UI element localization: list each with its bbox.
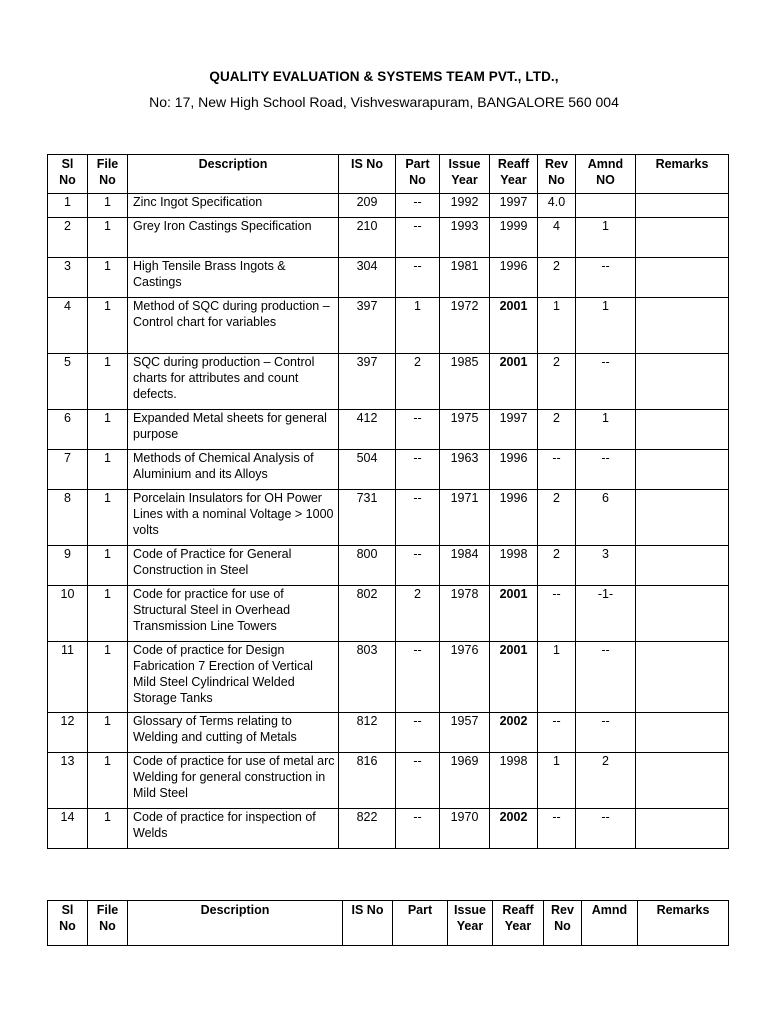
rev-no-cell: -- bbox=[538, 713, 576, 753]
sl-no-cell: 8 bbox=[48, 490, 88, 546]
description-cell: Code of Practice for General Construction in Steel bbox=[128, 546, 339, 586]
rev-no-cell: 2 bbox=[538, 546, 576, 586]
rev-no-cell: 2 bbox=[538, 258, 576, 298]
column-header-part: Part bbox=[393, 901, 448, 946]
rev-no-cell: -- bbox=[538, 586, 576, 642]
table-row bbox=[48, 642, 729, 713]
amnd-no-cell: -- bbox=[576, 642, 636, 713]
is-no-cell: 731 bbox=[339, 490, 396, 546]
table-header-row bbox=[48, 155, 729, 194]
is-no-cell: 504 bbox=[339, 450, 396, 490]
part-no-cell: -- bbox=[396, 490, 440, 546]
sl-no-cell: 13 bbox=[48, 753, 88, 809]
table-row bbox=[48, 258, 729, 298]
issue-year-cell: 1971 bbox=[440, 490, 490, 546]
issue-year-cell: 1993 bbox=[440, 218, 490, 258]
file-no-cell: 1 bbox=[88, 490, 128, 546]
reaff-year-cell: 1996 bbox=[490, 450, 538, 490]
part-no-cell: -- bbox=[396, 642, 440, 713]
remarks-cell bbox=[636, 410, 729, 450]
description-cell: Code of practice for use of metal arc Welding for general construction in Mild Steel bbox=[128, 753, 339, 809]
is-no-cell: 822 bbox=[339, 809, 396, 849]
issue-year-cell: 1969 bbox=[440, 753, 490, 809]
is-no-cell: 397 bbox=[339, 298, 396, 354]
file-no-cell: 1 bbox=[88, 546, 128, 586]
reaff-year-cell: 1998 bbox=[490, 753, 538, 809]
issue-year-cell: 1976 bbox=[440, 642, 490, 713]
standards-table bbox=[47, 154, 729, 849]
issue-year-cell: 1981 bbox=[440, 258, 490, 298]
file-no-cell: 1 bbox=[88, 410, 128, 450]
part-no-cell: -- bbox=[396, 546, 440, 586]
column-header-sl-no: Sl No bbox=[48, 901, 88, 946]
description-cell: Expanded Metal sheets for general purpose bbox=[128, 410, 339, 450]
company-address: No: 17, New High School Road, Vishveswarapuram, BANGALORE 560 004 bbox=[149, 94, 619, 110]
rev-no-cell: 2 bbox=[538, 490, 576, 546]
issue-year-cell: 1970 bbox=[440, 809, 490, 849]
file-no-cell: 1 bbox=[88, 218, 128, 258]
table-row bbox=[48, 546, 729, 586]
remarks-cell bbox=[636, 354, 729, 410]
part-no-cell: -- bbox=[396, 753, 440, 809]
description-cell: SQC during production – Control charts for attributes and count defects. bbox=[128, 354, 339, 410]
rev-no-cell: 2 bbox=[538, 354, 576, 410]
sl-no-cell: 9 bbox=[48, 546, 88, 586]
amnd-no-cell: -- bbox=[576, 809, 636, 849]
reaff-year-cell: 2001 bbox=[490, 298, 538, 354]
amnd-no-cell bbox=[576, 194, 636, 218]
sl-no-cell: 11 bbox=[48, 642, 88, 713]
sl-no-cell: 14 bbox=[48, 809, 88, 849]
issue-year-cell: 1963 bbox=[440, 450, 490, 490]
part-no-cell: 2 bbox=[396, 354, 440, 410]
sl-no-cell: 1 bbox=[48, 194, 88, 218]
description-cell: Porcelain Insulators for OH Power Lines with a nominal Voltage > 1000 volts bbox=[128, 490, 339, 546]
reaff-year-cell: 1996 bbox=[490, 258, 538, 298]
rev-no-cell: 4.0 bbox=[538, 194, 576, 218]
rev-no-cell: 2 bbox=[538, 410, 576, 450]
description-cell: High Tensile Brass Ingots & Castings bbox=[128, 258, 339, 298]
table-row bbox=[48, 354, 729, 410]
remarks-cell bbox=[636, 809, 729, 849]
rev-no-cell: -- bbox=[538, 450, 576, 490]
column-header-part-no: Part No bbox=[396, 155, 440, 194]
part-no-cell: -- bbox=[396, 194, 440, 218]
table-row bbox=[48, 194, 729, 218]
reaff-year-cell: 2001 bbox=[490, 586, 538, 642]
amnd-no-cell: -- bbox=[576, 450, 636, 490]
rev-no-cell: 1 bbox=[538, 298, 576, 354]
remarks-cell bbox=[636, 194, 729, 218]
part-no-cell: -- bbox=[396, 809, 440, 849]
description-cell: Zinc Ingot Specification bbox=[128, 194, 339, 218]
amnd-no-cell: -- bbox=[576, 258, 636, 298]
column-header-amnd-no: Amnd NO bbox=[576, 155, 636, 194]
part-no-cell: 1 bbox=[396, 298, 440, 354]
is-no-cell: 209 bbox=[339, 194, 396, 218]
is-no-cell: 397 bbox=[339, 354, 396, 410]
is-no-cell: 802 bbox=[339, 586, 396, 642]
column-header-rev-no: Rev No bbox=[538, 155, 576, 194]
sl-no-cell: 10 bbox=[48, 586, 88, 642]
amnd-no-cell: 3 bbox=[576, 546, 636, 586]
amnd-no-cell: -- bbox=[576, 354, 636, 410]
remarks-cell bbox=[636, 586, 729, 642]
remarks-cell bbox=[636, 546, 729, 586]
table-row bbox=[48, 586, 729, 642]
table-row bbox=[48, 218, 729, 258]
amnd-no-cell: 1 bbox=[576, 218, 636, 258]
description-cell: Grey Iron Castings Specification bbox=[128, 218, 339, 258]
amnd-no-cell: -1- bbox=[576, 586, 636, 642]
sl-no-cell: 3 bbox=[48, 258, 88, 298]
amnd-no-cell: 6 bbox=[576, 490, 636, 546]
issue-year-cell: 1992 bbox=[440, 194, 490, 218]
sl-no-cell: 4 bbox=[48, 298, 88, 354]
description-cell: Method of SQC during production – Control chart for variables bbox=[128, 298, 339, 354]
file-no-cell: 1 bbox=[88, 809, 128, 849]
issue-year-cell: 1984 bbox=[440, 546, 490, 586]
rev-no-cell: 1 bbox=[538, 753, 576, 809]
column-header-file-no: File No bbox=[88, 901, 128, 946]
issue-year-cell: 1985 bbox=[440, 354, 490, 410]
column-header-sl-no: Sl No bbox=[48, 155, 88, 194]
table-row bbox=[48, 298, 729, 354]
reaff-year-cell: 1997 bbox=[490, 410, 538, 450]
remarks-cell bbox=[636, 218, 729, 258]
standards-table-continued bbox=[47, 900, 729, 946]
table-header-row bbox=[48, 901, 729, 946]
column-header-description: Description bbox=[128, 155, 339, 194]
column-header-is-no: IS No bbox=[343, 901, 393, 946]
part-no-cell: -- bbox=[396, 713, 440, 753]
sl-no-cell: 5 bbox=[48, 354, 88, 410]
column-header-issue-year: Issue Year bbox=[440, 155, 490, 194]
amnd-no-cell: -- bbox=[576, 713, 636, 753]
description-cell: Code of practice for Design Fabrication 7 Erection of Vertical Mild Steel Cylindrical Welded Storage Tanks bbox=[128, 642, 339, 713]
file-no-cell: 1 bbox=[88, 642, 128, 713]
rev-no-cell: -- bbox=[538, 809, 576, 849]
table-row bbox=[48, 410, 729, 450]
sl-no-cell: 2 bbox=[48, 218, 88, 258]
description-cell: Code for practice for use of Structural Steel in Overhead Transmission Line Towers bbox=[128, 586, 339, 642]
column-header-issue-year: Issue Year bbox=[448, 901, 493, 946]
file-no-cell: 1 bbox=[88, 354, 128, 410]
reaff-year-cell: 1996 bbox=[490, 490, 538, 546]
file-no-cell: 1 bbox=[88, 258, 128, 298]
description-cell: Glossary of Terms relating to Welding and cutting of Metals bbox=[128, 713, 339, 753]
reaff-year-cell: 1997 bbox=[490, 194, 538, 218]
table-row bbox=[48, 713, 729, 753]
is-no-cell: 412 bbox=[339, 410, 396, 450]
reaff-year-cell: 1998 bbox=[490, 546, 538, 586]
reaff-year-cell: 2001 bbox=[490, 642, 538, 713]
column-header-file-no: File No bbox=[88, 155, 128, 194]
is-no-cell: 816 bbox=[339, 753, 396, 809]
file-no-cell: 1 bbox=[88, 753, 128, 809]
remarks-cell bbox=[636, 258, 729, 298]
is-no-cell: 210 bbox=[339, 218, 396, 258]
remarks-cell bbox=[636, 642, 729, 713]
is-no-cell: 812 bbox=[339, 713, 396, 753]
column-header-remarks: Remarks bbox=[638, 901, 729, 946]
company-title: QUALITY EVALUATION & SYSTEMS TEAM PVT., LTD., bbox=[209, 69, 559, 84]
sl-no-cell: 12 bbox=[48, 713, 88, 753]
amnd-no-cell: 1 bbox=[576, 298, 636, 354]
file-no-cell: 1 bbox=[88, 586, 128, 642]
is-no-cell: 800 bbox=[339, 546, 396, 586]
file-no-cell: 1 bbox=[88, 194, 128, 218]
table-row bbox=[48, 753, 729, 809]
part-no-cell: -- bbox=[396, 450, 440, 490]
description-cell: Methods of Chemical Analysis of Aluminium and its Alloys bbox=[128, 450, 339, 490]
column-header-is-no: IS No bbox=[339, 155, 396, 194]
remarks-cell bbox=[636, 713, 729, 753]
part-no-cell: -- bbox=[396, 410, 440, 450]
amnd-no-cell: 1 bbox=[576, 410, 636, 450]
reaff-year-cell: 2002 bbox=[490, 713, 538, 753]
table-body bbox=[48, 194, 729, 849]
remarks-cell bbox=[636, 753, 729, 809]
rev-no-cell: 1 bbox=[538, 642, 576, 713]
table-row bbox=[48, 490, 729, 546]
column-header-amnd: Amnd bbox=[582, 901, 638, 946]
column-header-description: Description bbox=[128, 901, 343, 946]
amnd-no-cell: 2 bbox=[576, 753, 636, 809]
rev-no-cell: 4 bbox=[538, 218, 576, 258]
is-no-cell: 304 bbox=[339, 258, 396, 298]
reaff-year-cell: 2002 bbox=[490, 809, 538, 849]
reaff-year-cell: 1999 bbox=[490, 218, 538, 258]
part-no-cell: -- bbox=[396, 258, 440, 298]
issue-year-cell: 1957 bbox=[440, 713, 490, 753]
part-no-cell: -- bbox=[396, 218, 440, 258]
issue-year-cell: 1975 bbox=[440, 410, 490, 450]
column-header-rev-no: Rev No bbox=[544, 901, 582, 946]
part-no-cell: 2 bbox=[396, 586, 440, 642]
file-no-cell: 1 bbox=[88, 450, 128, 490]
column-header-reaff-year: Reaff Year bbox=[490, 155, 538, 194]
is-no-cell: 803 bbox=[339, 642, 396, 713]
issue-year-cell: 1978 bbox=[440, 586, 490, 642]
remarks-cell bbox=[636, 298, 729, 354]
reaff-year-cell: 2001 bbox=[490, 354, 538, 410]
column-header-reaff-year: Reaff Year bbox=[493, 901, 544, 946]
table-row bbox=[48, 450, 729, 490]
remarks-cell bbox=[636, 490, 729, 546]
file-no-cell: 1 bbox=[88, 713, 128, 753]
sl-no-cell: 6 bbox=[48, 410, 88, 450]
description-cell: Code of practice for inspection of Welds bbox=[128, 809, 339, 849]
column-header-remarks: Remarks bbox=[636, 155, 729, 194]
remarks-cell bbox=[636, 450, 729, 490]
file-no-cell: 1 bbox=[88, 298, 128, 354]
table-row bbox=[48, 809, 729, 849]
issue-year-cell: 1972 bbox=[440, 298, 490, 354]
sl-no-cell: 7 bbox=[48, 450, 88, 490]
